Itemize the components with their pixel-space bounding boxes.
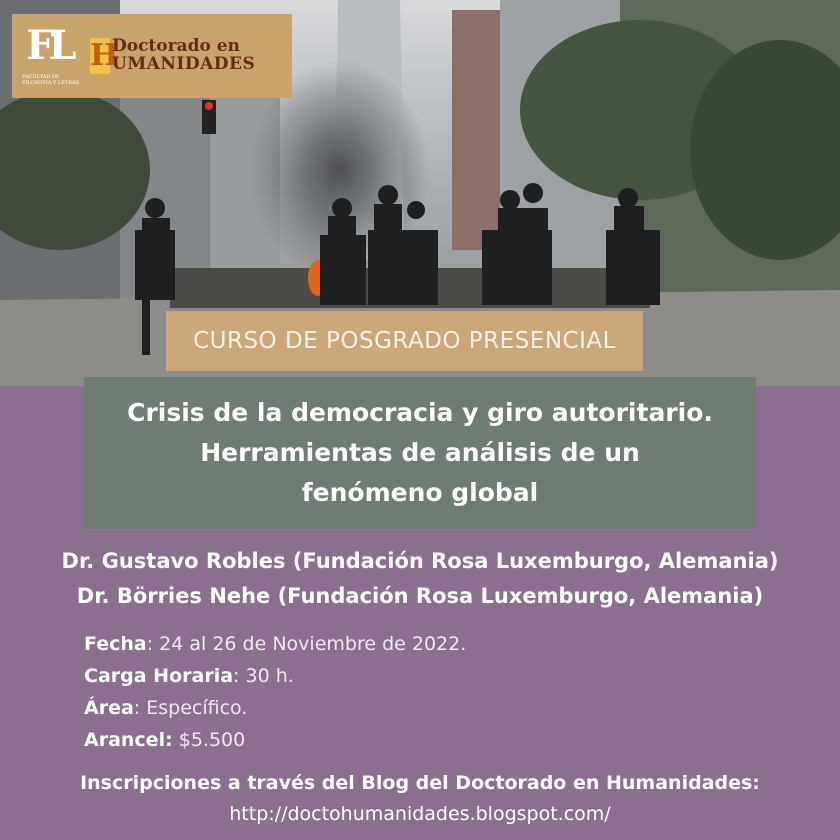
speakers: [0, 544, 840, 614]
detail-separator: :: [233, 665, 240, 687]
doctorado-logo-line1: Doctorado en: [112, 36, 240, 56]
detail-label: Carga Horaria: [84, 665, 234, 687]
detail-arancel: [84, 724, 466, 756]
doctorado-logo-h: H: [90, 38, 119, 73]
blog-link[interactable]: http://doctohumanidades.blogspot.com/: [229, 803, 611, 825]
facultad-logo-caption: FACULTAD DE FILOSOFÍA Y LETRAS: [22, 74, 80, 86]
logo-panel: [12, 14, 292, 98]
detail-area: [84, 692, 466, 724]
course-title-line-3: fenómeno global: [301, 478, 539, 507]
speaker-2: Dr. Börries Nehe (Fundación Rosa Luxemburgo, Alemania): [76, 584, 764, 608]
detail-value: Específico.: [140, 697, 248, 719]
detail-carga-horaria: [84, 660, 466, 692]
course-type-badge: [166, 311, 643, 371]
detail-label: Arancel:: [84, 729, 173, 751]
facultad-logo-letters: FL: [26, 22, 71, 69]
detail-fecha: [84, 628, 466, 660]
inscripciones-text: Inscripciones a través del Blog del Doctorado en Humanidades:: [80, 772, 760, 794]
detail-value: $5.500: [172, 729, 246, 751]
speaker-1: Dr. Gustavo Robles (Fundación Rosa Luxemburgo, Alemania): [61, 549, 779, 573]
doctorado-logo: [90, 36, 286, 82]
course-title-line-1: Crisis de la democracia y giro autoritario.: [127, 398, 713, 427]
detail-value: 24 al 26 de Noviembre de 2022.: [153, 633, 467, 655]
detail-separator: :: [146, 633, 154, 655]
course-details: [84, 628, 466, 756]
detail-label: Área: [84, 697, 134, 719]
course-title: [84, 393, 756, 513]
detail-separator: :: [133, 697, 141, 719]
course-type-label: CURSO DE POSGRADO PRESENCIAL: [193, 328, 616, 354]
detail-label: Fecha: [84, 633, 147, 655]
doctorado-logo-line2: UMANIDADES: [112, 54, 256, 74]
detail-value: 30 h.: [239, 665, 294, 687]
course-title-line-2: Herramientas de análisis de un: [200, 438, 640, 467]
course-title-box: [84, 377, 756, 529]
facultad-logo: [22, 22, 80, 92]
